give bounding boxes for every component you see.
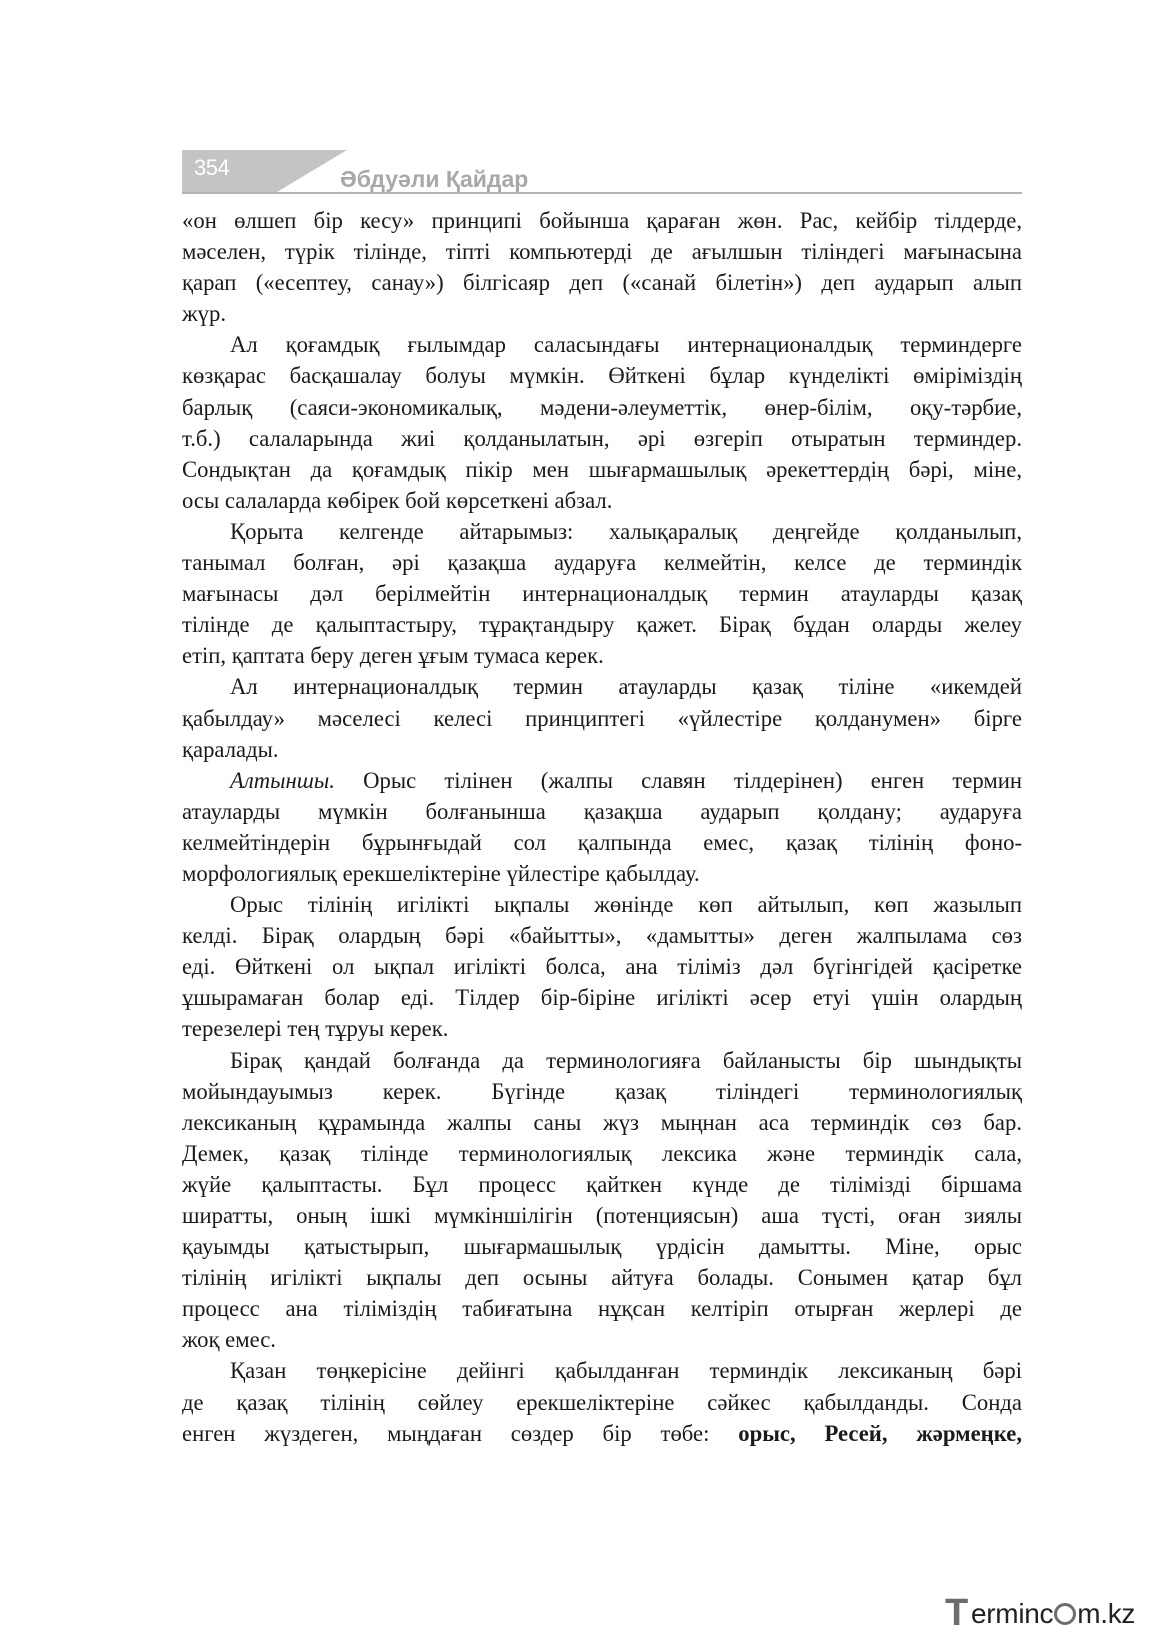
termincom-logo [945, 1590, 1145, 1634]
text-line: Орыс тілінің игілікті ықпалы жөнінде көп айтылып, көп жазылып [230, 892, 1022, 918]
text-line: ширатты, оның ішкі мүмкіншілігін (потенциясын) аша түсті, оған зиялы [182, 1203, 1022, 1228]
logo-circle-icon [1054, 1603, 1076, 1625]
paragraph-1 [182, 205, 1022, 329]
text-line: келді. Бірақ олардың бәрі «байытты», «дамытты» деген жалпылама сөз [182, 923, 1022, 949]
text-line: Ал қоғамдық ғылымдар саласындағы интернационалдық терминдерге [230, 332, 1022, 358]
text-line: қауымды қатыстырып, шығармашылық үрдісін дамытты. Міне, орыс [182, 1234, 1022, 1260]
text-run: енген жүздеген, мыңдаған сөздер бір төбе: [182, 1420, 739, 1446]
text-line: тілінде де қалыптастыру, тұрақтандыру қажет. Бірақ бұдан оларды желеу [182, 612, 1022, 638]
text-line: атауларды мүмкін болғанынша қазақша аударып қолдану; аударуға [182, 798, 1022, 824]
text-line: тілінің игілікті ықпалы деп осыны айтуға болады. Сонымен қатар бұл [182, 1265, 1022, 1291]
text-line: мойындауымыз керек. Бүгінде қазақ тіліндегі терминологиялық [182, 1078, 1022, 1104]
text-line: барлық (саяси-экономикалық, мәдени-әлеуметтік, өнер-білім, оқу-тәрбие, [182, 394, 1022, 420]
logo-text-part2: m.kz [1077, 1598, 1136, 1629]
logo-initial: T [945, 1592, 969, 1634]
text-line: Бірақ қандай болғанда да терминологияға байланысты бір шындықты [230, 1047, 1022, 1073]
text-line: терезелері тең тұруы керек. [182, 1016, 449, 1042]
text-line: осы салаларда көбірек бой көрсеткені абзал. [182, 487, 613, 513]
text-line: танымал болған, әрі қазақша аударуға келмейтін, келсе де терминдік [182, 550, 1022, 576]
text-line: де қазақ тілінің сөйлеу ерекшеліктеріне сәйкес қабылданды. Сонда [182, 1389, 1022, 1415]
text-line: морфологиялық ерекшеліктеріне үйлестіре қабылдау. [182, 860, 700, 886]
paragraph-7 [182, 1045, 1022, 1356]
text-line [182, 1418, 1022, 1449]
bold-term-list: орыс, Ресей, жәрмеңке, [738, 1420, 1022, 1446]
paragraph-4 [182, 671, 1022, 764]
page-number: 354 [194, 155, 230, 180]
paragraph-6 [182, 889, 1022, 1044]
text-run: Орыс тілінен (жалпы славян тілдерінен) енген термин [334, 767, 1022, 793]
text-line: көзқарас басқашалау болуы мүмкін. Өйткені бұлар күнделікті өміріміздің [182, 363, 1022, 389]
text-line: жүйе қалыптасты. Бұл процесс қайткен күнде де тілімізді біршама [182, 1171, 1022, 1197]
text-line: Ал интернационалдық термин атауларды қазақ тіліне «икемдей [230, 674, 1022, 700]
text-line: еді. Өйткені ол ықпал игілікті болса, ана тіліміз дәл бүгінгідей қасіретке [182, 954, 1022, 980]
text-line: Қазан төңкерісіне дейінгі қабылданған терминдік лексиканың бәрі [230, 1358, 1022, 1384]
text-line: Қорыта келгенде айтарымыз: халықаралық деңгейде қолданылып, [230, 518, 1022, 544]
text-line: қаралады. [182, 736, 279, 762]
text-line [182, 765, 1022, 796]
italic-lead-word: Алтыншы. [230, 767, 335, 793]
text-line: ұшырамаған болар еді. Тілдер бір-біріне игілікті әсер етуі үшін олардың [182, 985, 1022, 1011]
text-line: Демек, қазақ тілінде терминологиялық лексика және терминдік сала, [182, 1140, 1022, 1166]
header-rule [182, 192, 1022, 194]
paragraph-3 [182, 516, 1022, 671]
text-line: «он өлшеп бір кесу» принципі бойынша қараған жөн. Рас, кейбір тілдерде, [182, 208, 1022, 233]
text-line: етіп, қаптата беру деген ұғым тумаса керек. [182, 643, 604, 669]
text-line: процесс ана тіліміздің табиғатына нұқсан келтіріп отырған жерлері де [182, 1296, 1022, 1322]
text-line: қабылдау» мәселесі келесі принциптегі «үйлестіре қолданумен» бірге [182, 705, 1022, 731]
text-line: жоқ емес. [182, 1327, 276, 1353]
text-line: лексиканың құрамында жалпы саны жүз мыңнан аса терминдік сөз бар. [182, 1109, 1022, 1135]
logo-text-part1: erminc [971, 1598, 1054, 1629]
text-line: т.б.) салаларында жиі қолданылатын, әрі өзгеріп отыратын терминдер. [182, 425, 1022, 451]
body-text [182, 205, 1022, 1449]
paragraph-8 [182, 1355, 1022, 1448]
page-number-tab-wedge [277, 150, 347, 192]
running-head-author: Әбдуәли Қайдар [340, 166, 529, 192]
paragraph-5 [182, 765, 1022, 889]
text-line: жүр. [182, 301, 227, 327]
text-line: Сондықтан да қоғамдық пікір мен шығармашылық әрекеттердің бәрі, міне, [182, 456, 1022, 482]
text-line: қарап («есептеу, санау») білгісаяр деп («санай білетін») деп аударып алып [182, 270, 1022, 296]
paragraph-2 [182, 329, 1022, 516]
logo-wordmark [971, 1598, 1135, 1630]
text-line: келмейтіндерін бұрынғыдай сол қалпында емес, қазақ тілінің фоно- [182, 829, 1022, 855]
page-header [182, 150, 1022, 196]
text-line: мағынасы дәл берілмейтін интернационалдық термин атауларды қазақ [182, 581, 1022, 607]
text-line: мәселен, түрік тілінде, тіпті компьютерді де ағылшын тіліндегі мағынасына [182, 239, 1022, 265]
